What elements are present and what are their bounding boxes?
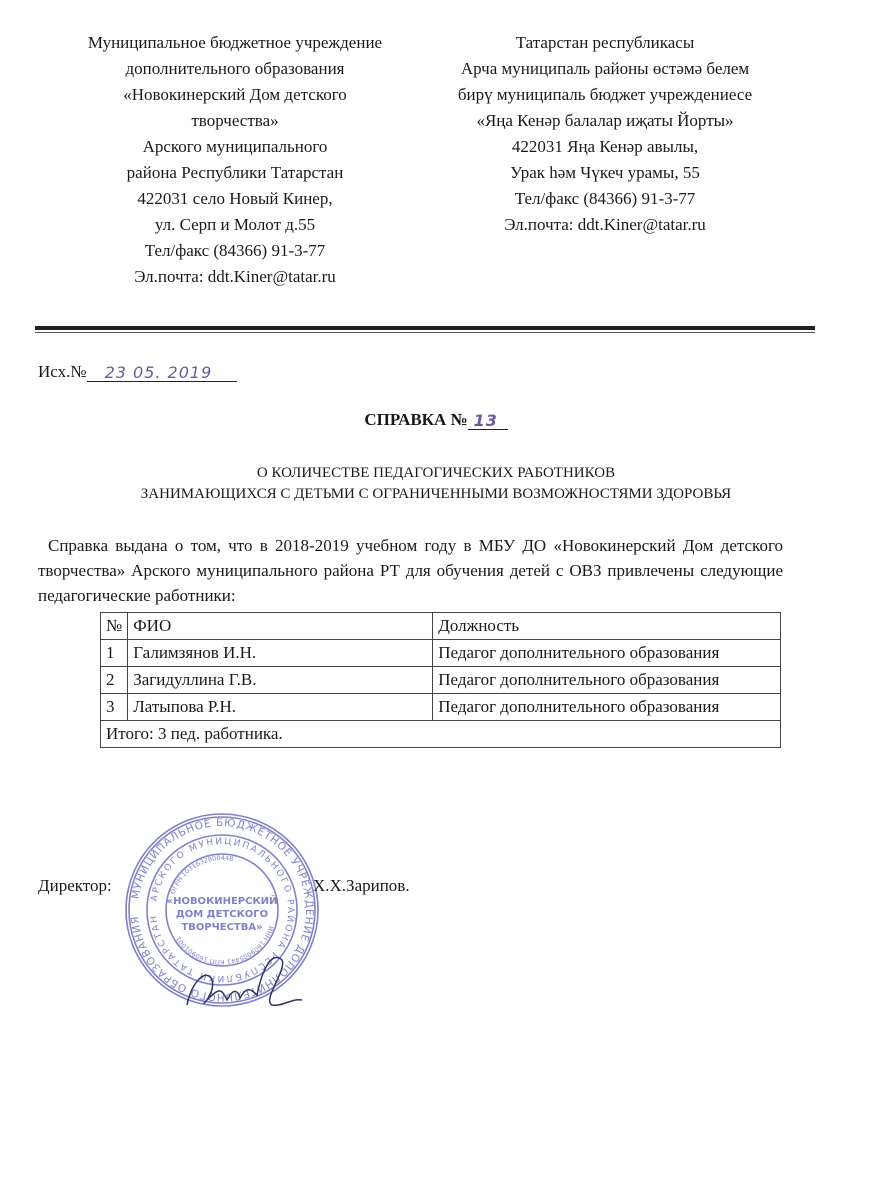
header-right-line: бирү муниципаль бюджет учреждениесе	[457, 85, 753, 104]
header-right-line: Татарстан республикасы	[515, 33, 695, 52]
header-right	[405, 30, 805, 238]
outgoing-field	[87, 363, 237, 382]
header-right-line: Эл.почта: ddt.Kiner@tatar.ru	[504, 215, 706, 234]
handwritten-date: 23 05. 2019	[104, 363, 213, 382]
handwritten-number: 13	[473, 411, 498, 430]
table-row	[101, 667, 781, 694]
header-left-line: района Республики Татарстан	[126, 163, 344, 182]
header-left-line: Арского муниципального	[142, 137, 328, 156]
table-row	[101, 640, 781, 667]
header-left	[35, 30, 435, 290]
cell: Педагог дополнительного образования	[433, 667, 781, 694]
cell: Педагог дополнительного образования	[433, 694, 781, 721]
header-left-line: ул. Серп и Молот д.55	[154, 215, 316, 234]
stamp-inner-text: АРСКОГО МУНИЦИПАЛЬНОГО РАЙОНА РЕСПУБЛИКИ ТАТАРСТАН	[149, 836, 296, 984]
table-row	[101, 694, 781, 721]
header-right-line: «Яңа Кенәр балалар иҗаты Йорты»	[476, 111, 734, 130]
stamp-inn: ИНН 1609005441 КПП 160901001	[174, 924, 276, 967]
header-divider	[35, 326, 815, 330]
header-left-line: Тел/факс (84366) 91-3-77	[144, 241, 326, 260]
header-left-line: «Новокинерский Дом детского	[123, 85, 347, 104]
cell: 3	[101, 694, 128, 721]
director-label: Директор:	[38, 876, 112, 895]
stamp-center-line: ДОМ ДЕТСКОГО	[175, 909, 269, 920]
staff-table	[100, 612, 781, 748]
table-total-row	[101, 721, 781, 748]
cell: Загидуллина Г.В.	[128, 667, 433, 694]
title-number-field	[468, 411, 508, 430]
subtitle-line: ЗАНИМАЮЩИХСЯ С ДЕТЬМИ С ОГРАНИЧЕННЫМИ ВОЗМОЖНОСТЯМИ ЗДОРОВЬЯ	[140, 486, 732, 502]
total-cell: Итого: 3 пед. работника.	[101, 721, 781, 748]
header-left-line: 422031 село Новый Кинер,	[137, 189, 333, 208]
title-label: СПРАВКА №	[364, 410, 468, 429]
cell: 1	[101, 640, 128, 667]
header-right-line: Тел/факс (84366) 91-3-77	[514, 189, 696, 208]
header-right-line: Урак һәм Чүкеч урамы, 55	[510, 163, 700, 182]
director-name: Х.Х.Зарипов.	[313, 876, 410, 895]
table-header-row	[101, 613, 781, 640]
document-title	[0, 410, 872, 430]
header-cell: ФИО	[128, 613, 433, 640]
stamp-outer-text: МУНИЦИПАЛЬНОЕ БЮДЖЕТНОЕ УЧРЕЖДЕНИЕ ДОПОЛНИТЕЛЬНОГО ОБРАЗОВАНИЯ	[129, 816, 316, 1004]
outgoing-label: Исх.№	[38, 362, 87, 381]
header-right-line: Арча муниципаль районы өстәмә белем	[460, 59, 750, 78]
header-left-line: Эл.почта: ddt.Kiner@tatar.ru	[134, 267, 336, 286]
header-left-line: творчества»	[191, 111, 279, 130]
cell: 2	[101, 667, 128, 694]
outgoing-number	[38, 362, 237, 382]
cell: Латыпова Р.Н.	[128, 694, 433, 721]
stamp-center-line: «НОВОКИНЕРСКИЙ	[166, 896, 278, 907]
header-cell: №	[101, 613, 128, 640]
header-left-line: дополнительного образования	[125, 59, 345, 78]
header-left-line: Муниципальное бюджетное учреждение	[87, 33, 383, 52]
cell: Галимзянов И.Н.	[128, 640, 433, 667]
stamp-center-line: ТВОРЧЕСТВА»	[181, 922, 263, 933]
cell: Педагог дополнительного образования	[433, 640, 781, 667]
subtitle-line: О КОЛИЧЕСТВЕ ПЕДАГОГИЧЕСКИХ РАБОТНИКОВ	[256, 465, 616, 481]
header-right-line: 422031 Яңа Кенәр авылы,	[511, 137, 699, 156]
official-stamp	[112, 800, 332, 1020]
header-divider-thin	[35, 332, 815, 333]
document-subtitle	[0, 463, 872, 505]
body-paragraph: Справка выдана о том, что в 2018-2019 учебном году в МБУ ДО «Новокинерский Дом детского творчества» Арского муниципального района РТ для обучения детей с ОВЗ привлечены следующие педагогические работники:	[38, 536, 783, 605]
stamp-ogrn: ОГРН 1031632800448	[168, 853, 235, 896]
header-cell: Должность	[433, 613, 781, 640]
